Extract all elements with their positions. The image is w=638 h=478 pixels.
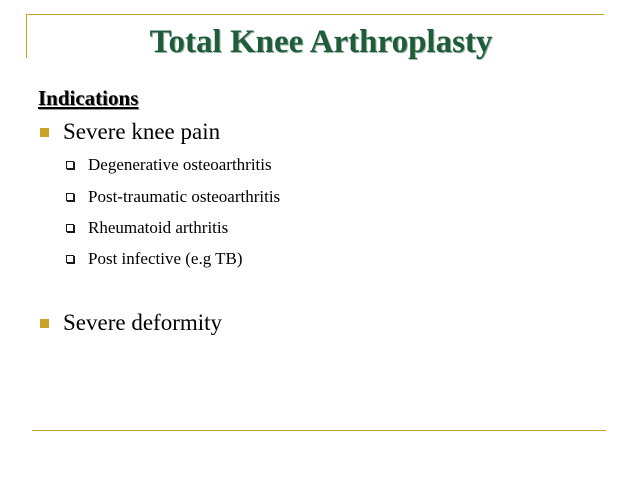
bullet-label: Severe deformity — [63, 310, 223, 335]
bullet-label: Severe knee pain — [63, 119, 221, 144]
sub-bullet-label: Rheumatoid arthritis — [88, 218, 229, 237]
section-heading: Indications — [38, 86, 139, 110]
filled-square-bullet-icon — [40, 319, 49, 328]
hollow-square-bullet-icon — [66, 224, 74, 232]
hollow-square-bullet-icon — [66, 193, 74, 201]
bottom-rule — [32, 430, 606, 431]
bullet-item — [40, 310, 222, 336]
sub-bullet-label: Degenerative osteoarthritis — [88, 155, 272, 174]
hollow-square-bullet-icon — [66, 161, 74, 169]
hollow-square-bullet-icon — [66, 255, 74, 263]
top-rule — [26, 14, 604, 15]
sub-bullet-label: Post-traumatic osteoarthritis — [88, 187, 281, 206]
slide-title: Total Knee Arthroplasty — [149, 24, 493, 60]
sub-bullet-label: Post infective (e.g TB) — [88, 249, 243, 268]
sub-bullet-item — [66, 187, 280, 207]
bullet-item — [40, 119, 220, 145]
sub-bullet-item — [66, 218, 228, 238]
filled-square-bullet-icon — [40, 128, 49, 137]
sub-bullet-item — [66, 249, 243, 269]
sub-bullet-item — [66, 155, 272, 175]
